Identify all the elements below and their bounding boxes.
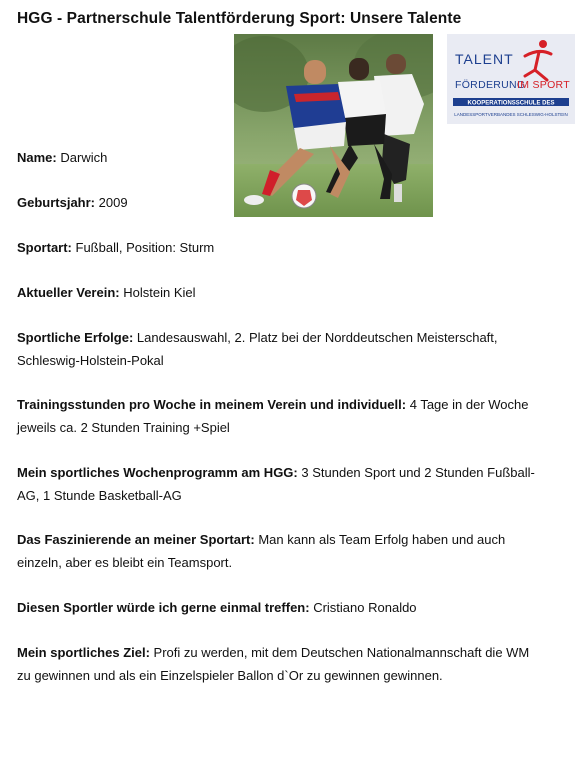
- fascination-label: Das Faszinierende an meiner Sportart:: [17, 532, 255, 547]
- svg-text:LANDESSPORTVERBANDES SCHLESWIG: LANDESSPORTVERBANDES SCHLESWIG-HOLSTEIN: [454, 112, 568, 117]
- achievements-label: Sportliche Erfolge:: [17, 330, 134, 345]
- profile-club: [17, 282, 537, 305]
- achievements-value: Landesauswahl, 2. Platz bei der Norddeutschen Meisterschaft, Schleswig-Holstein-Pokal: [17, 330, 498, 368]
- program-label: Mein sportliches Wochenprogramm am HGG:: [17, 465, 298, 480]
- birthyear-value: 2009: [98, 195, 128, 210]
- fascination-value: Man kann als Team Erfolg haben und auch einzeln, aber es bleibt ein Teamsport.: [17, 532, 506, 570]
- club-value: Holstein Kiel: [123, 285, 196, 300]
- name-value: Darwich: [60, 150, 108, 165]
- profile-fascination: [17, 529, 537, 574]
- goal-value: Profi zu werden, mit dem Deutschen Nationalmannschaft die WM zu gewinnen und als ein Einzelspieler Ballon d`Or zu gewinnen gewinnen.: [17, 645, 530, 683]
- goal-label: Mein sportliches Ziel:: [17, 645, 150, 660]
- profile-training: [17, 394, 537, 439]
- profile-goal: [17, 642, 537, 687]
- profile-idol: [17, 597, 537, 620]
- name-label: Name:: [17, 150, 57, 165]
- program-value: 3 Stunden Sport und 2 Stunden Fußball-AG, 1 Stunde Basketball-AG: [17, 465, 535, 503]
- page-title: HGG - Partnerschule Talentförderung Sport: Unsere Talente: [17, 10, 462, 27]
- profile-sport: [17, 237, 537, 260]
- sport-value: Fußball, Position: Sturm: [75, 240, 215, 255]
- profile-program: [17, 462, 537, 507]
- profile-achievements: [17, 327, 537, 372]
- club-label: Aktueller Verein:: [17, 285, 120, 300]
- football-photo: [234, 34, 433, 217]
- birthyear-label: Geburtsjahr:: [17, 195, 96, 210]
- idol-label: Diesen Sportler würde ich gerne einmal treffen:: [17, 600, 310, 615]
- sport-label: Sportart:: [17, 240, 72, 255]
- svg-text:TALENT: TALENT: [455, 51, 514, 67]
- svg-text:KOOPERATIONSSCHULE DES: KOOPERATIONSSCHULE DES: [467, 100, 555, 107]
- profile-name: [17, 147, 537, 170]
- svg-text:FÖRDERUNG: FÖRDERUNG: [455, 79, 526, 91]
- svg-text:IM SPORT: IM SPORT: [517, 79, 570, 91]
- idol-value: Cristiano Ronaldo: [313, 600, 417, 615]
- training-value: 4 Tage in der Woche jeweils ca. 2 Stunden Training +Spiel: [17, 397, 529, 435]
- profile-birthyear: [17, 192, 537, 215]
- training-label: Trainingsstunden pro Woche in meinem Verein und individuell:: [17, 397, 407, 412]
- talentfoerderung-logo: [447, 34, 575, 124]
